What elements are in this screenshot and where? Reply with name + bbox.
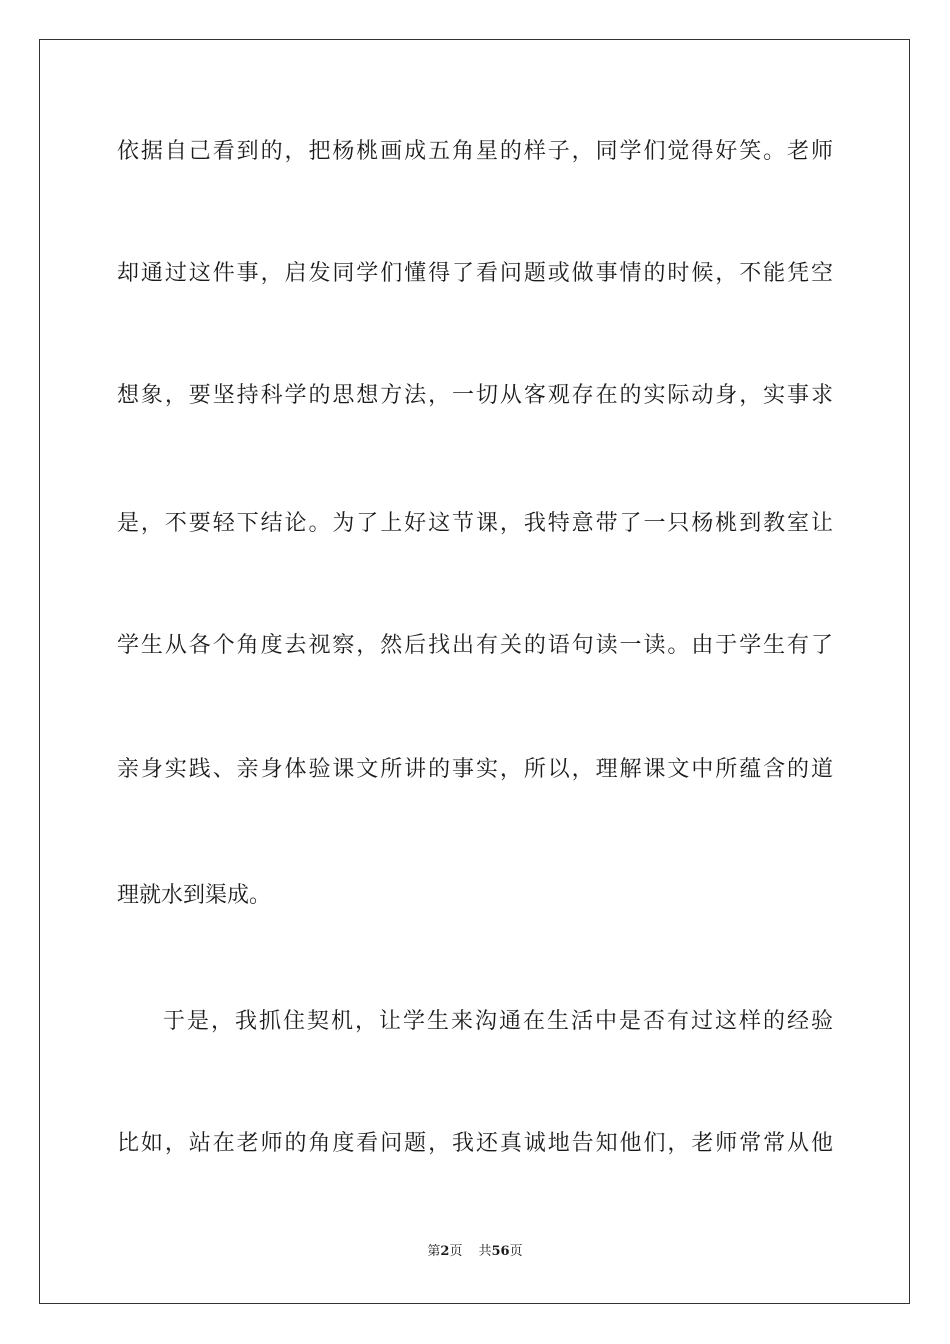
footer-total-suffix: 页 (509, 1244, 523, 1259)
text-line-6: 亲身实践、亲身体验课文所讲的事实，所以，理解课文中所蕴含的道 (117, 757, 833, 782)
text-line-1: 依据自己看到的，把杨桃画成五角星的样子，同学们觉得好笑。老师 (117, 139, 833, 164)
text-line-4: 是，不要轻下结论。为了上好这节课，我特意带了一只杨桃到教室让 (117, 511, 833, 536)
page-footer (0, 1243, 950, 1261)
text-line-3: 想象，要坚持科学的思想方法，一切从客观存在的实际动身，实事求 (117, 383, 833, 408)
text-line-5: 学生从各个角度去视察，然后找出有关的语句读一读。由于学生有了 (117, 633, 833, 658)
footer-total-prefix: 共 (478, 1244, 492, 1259)
footer-page-prefix: 第 (427, 1244, 441, 1259)
text-line-9: 比如，站在老师的角度看问题，我还真诚地告知他们，老师常常从他 (117, 1131, 833, 1156)
text-line-8: 于是，我抓住契机，让学生来沟通在生活中是否有过这样的经验 (163, 1009, 833, 1034)
page-border (39, 39, 910, 1304)
text-line-7: 理就水到渠成。 (117, 883, 272, 908)
footer-page-suffix: 页 (449, 1244, 463, 1259)
text-line-2: 却通过这件事，启发同学们懂得了看问题或做事情的时候，不能凭空 (117, 261, 833, 286)
footer-page-number: 2 (440, 1244, 450, 1259)
footer-total-pages: 56 (491, 1244, 510, 1259)
